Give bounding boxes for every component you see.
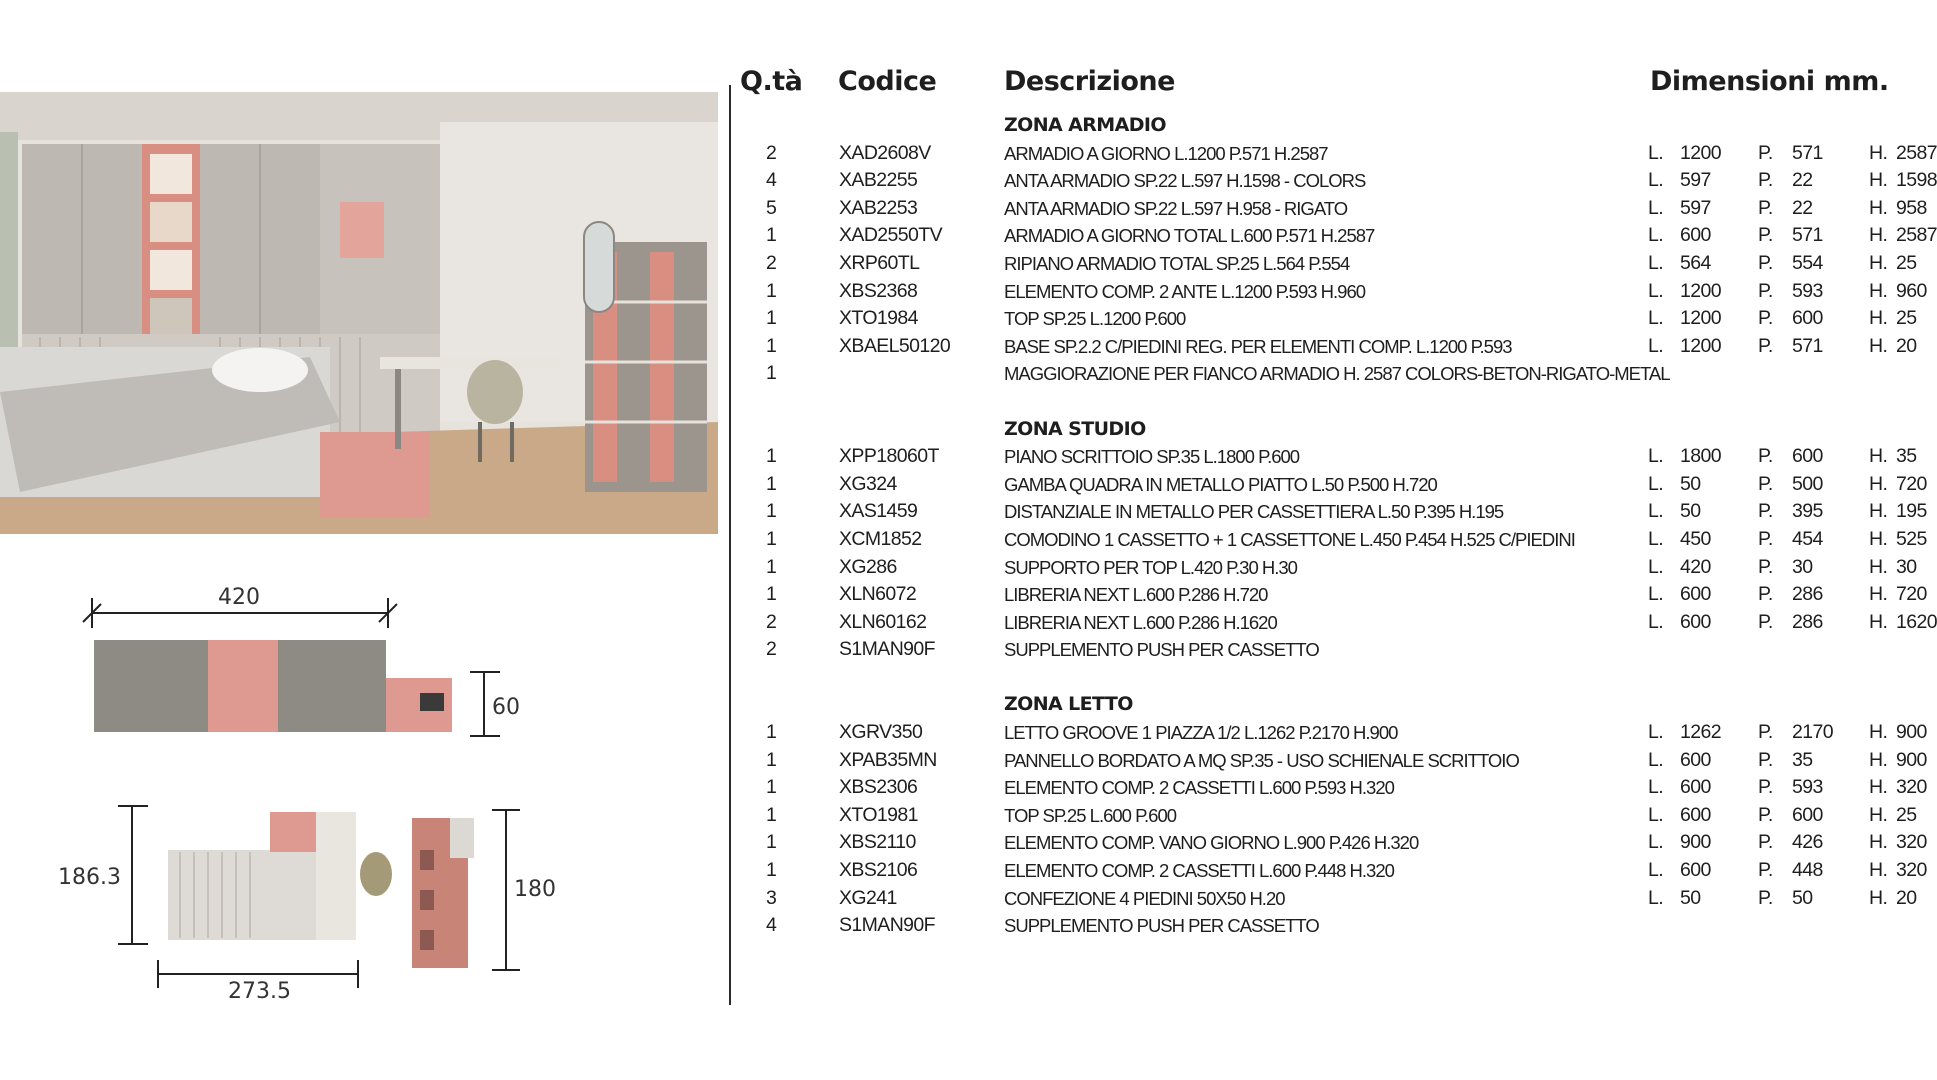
height-prefix: H. xyxy=(1869,859,1888,882)
length-cell: 600 xyxy=(1680,583,1711,606)
code-cell: XG324 xyxy=(839,472,897,495)
code-cell: XPP18060T xyxy=(839,445,939,468)
depth-cell: 50 xyxy=(1792,886,1813,909)
depth-cell: 600 xyxy=(1792,803,1823,826)
length-cell: 600 xyxy=(1680,610,1711,633)
zone-heading xyxy=(736,416,1920,444)
header-qty: Q.tà xyxy=(740,66,803,97)
height-cell: 20 xyxy=(1896,334,1917,357)
qty-cell: 5 xyxy=(766,196,777,219)
length-prefix: L. xyxy=(1648,776,1664,799)
height-prefix: H. xyxy=(1869,500,1888,523)
height-prefix: H. xyxy=(1869,583,1888,606)
code-cell: XPAB35MN xyxy=(839,748,937,771)
length-prefix: L. xyxy=(1648,527,1664,550)
description-cell: MAGGIORAZIONE PER FIANCO ARMADIO H. 2587 COLORS-BETON-RIGATO-METAL xyxy=(1004,363,1670,385)
description-cell: ELEMENTO COMP. 2 CASSETTI L.600 P.593 H.320 xyxy=(1004,777,1394,799)
depth-prefix: P. xyxy=(1758,141,1773,164)
length-cell: 597 xyxy=(1680,169,1711,192)
description-cell: COMODINO 1 CASSETTO + 1 CASSETTONE L.450 P.454 H.525 C/PIEDINI xyxy=(1004,528,1575,550)
depth-cell: 454 xyxy=(1792,527,1823,550)
qty-cell: 4 xyxy=(766,914,777,937)
depth-prefix: P. xyxy=(1758,748,1773,771)
qty-cell: 1 xyxy=(766,362,777,385)
depth-cell: 593 xyxy=(1792,776,1823,799)
height-cell: 30 xyxy=(1896,555,1917,578)
description-cell: LIBRERIA NEXT L.600 P.286 H.720 xyxy=(1004,584,1268,606)
table-row xyxy=(736,829,1927,857)
length-cell: 600 xyxy=(1680,776,1711,799)
qty-cell: 1 xyxy=(766,859,777,882)
table-row xyxy=(736,222,1937,250)
depth-prefix: P. xyxy=(1758,279,1773,302)
description-cell: GAMBA QUADRA IN METALLO PIATTO L.50 P.500 H.720 xyxy=(1004,473,1437,495)
code-cell: XLN60162 xyxy=(839,610,927,633)
height-cell: 20 xyxy=(1896,886,1917,909)
length-cell: 1262 xyxy=(1680,721,1721,744)
table-row xyxy=(736,885,1920,913)
height-cell: 900 xyxy=(1896,721,1927,744)
table-body xyxy=(736,112,1937,940)
height-prefix: H. xyxy=(1869,803,1888,826)
description-cell: SUPPLEMENTO PUSH PER CASSETTO xyxy=(1004,915,1319,937)
table-row xyxy=(736,774,1927,802)
length-prefix: L. xyxy=(1648,859,1664,882)
depth-prefix: P. xyxy=(1758,307,1773,330)
length-cell: 420 xyxy=(1680,555,1711,578)
description-cell: LETTO GROOVE 1 PIAZZA 1/2 L.1262 P.2170 H.900 xyxy=(1004,722,1398,744)
top-view-drawing xyxy=(83,585,520,736)
length-cell: 1200 xyxy=(1680,141,1721,164)
code-cell: S1MAN90F xyxy=(839,914,935,937)
height-cell: 525 xyxy=(1896,527,1927,550)
depth-cell: 35 xyxy=(1792,748,1813,771)
code-cell: XAS1459 xyxy=(839,500,918,523)
code-cell: XAB2255 xyxy=(839,169,918,192)
depth-cell: 2170 xyxy=(1792,721,1833,744)
table-row xyxy=(736,333,1920,361)
depth-prefix: P. xyxy=(1758,334,1773,357)
table-row xyxy=(736,719,1927,747)
height-prefix: H. xyxy=(1869,141,1888,164)
description-cell: LIBRERIA NEXT L.600 P.286 H.1620 xyxy=(1004,611,1277,633)
zone-heading xyxy=(736,691,1920,719)
depth-prefix: P. xyxy=(1758,610,1773,633)
height-cell: 195 xyxy=(1896,500,1927,523)
depth-prefix: P. xyxy=(1758,445,1773,468)
parts-table xyxy=(736,0,1937,1080)
length-prefix: L. xyxy=(1648,610,1664,633)
qty-cell: 1 xyxy=(766,721,777,744)
code-cell: XAD2550TV xyxy=(839,224,942,247)
qty-cell: 1 xyxy=(766,831,777,854)
height-prefix: H. xyxy=(1869,527,1888,550)
table-row xyxy=(736,250,1920,278)
depth-prefix: P. xyxy=(1758,721,1773,744)
table-row xyxy=(736,278,1927,306)
description-cell: PIANO SCRITTOIO SP.35 L.1800 P.600 xyxy=(1004,446,1300,468)
zone-title: ZONA LETTO xyxy=(1004,693,1133,716)
length-prefix: L. xyxy=(1648,721,1664,744)
code-cell: XTO1984 xyxy=(839,307,918,330)
code-cell: XLN6072 xyxy=(839,583,917,606)
description-cell: BASE SP.2.2 C/PIEDINI REG. PER ELEMENTI COMP. L.1200 P.593 xyxy=(1004,335,1512,357)
length-cell: 1200 xyxy=(1680,307,1721,330)
depth-cell: 571 xyxy=(1792,334,1823,357)
height-prefix: H. xyxy=(1869,196,1888,219)
depth-prefix: P. xyxy=(1758,831,1773,854)
qty-cell: 1 xyxy=(766,279,777,302)
height-cell: 1598 xyxy=(1896,169,1937,192)
height-prefix: H. xyxy=(1869,748,1888,771)
qty-cell: 1 xyxy=(766,583,777,606)
qty-cell: 3 xyxy=(766,886,777,909)
description-cell: ELEMENTO COMP. VANO GIORNO L.900 P.426 H.320 xyxy=(1004,832,1419,854)
code-cell: XBS2106 xyxy=(839,859,918,882)
depth-prefix: P. xyxy=(1758,527,1773,550)
table-row xyxy=(736,636,1920,664)
table-row xyxy=(736,609,1937,637)
qty-cell: 1 xyxy=(766,803,777,826)
height-cell: 720 xyxy=(1896,583,1927,606)
plan-depth-label: 186.3 xyxy=(58,865,121,890)
qty-cell: 1 xyxy=(766,472,777,495)
description-cell: SUPPORTO PER TOP L.420 P.30 H.30 xyxy=(1004,556,1297,578)
header-code: Codice xyxy=(838,66,937,97)
description-cell: PANNELLO BORDATO A MQ SP.35 - USO SCHIENALE SCRITTOIO xyxy=(1004,749,1519,771)
table-row xyxy=(736,554,1920,582)
top-width-label: 420 xyxy=(218,585,260,610)
height-cell: 900 xyxy=(1896,748,1927,771)
height-cell: 25 xyxy=(1896,803,1917,826)
table-row xyxy=(736,802,1920,830)
qty-cell: 2 xyxy=(766,610,777,633)
table-row xyxy=(736,526,1927,554)
height-prefix: H. xyxy=(1869,445,1888,468)
code-cell: XGRV350 xyxy=(839,721,923,744)
length-cell: 600 xyxy=(1680,224,1711,247)
depth-cell: 554 xyxy=(1792,251,1823,274)
length-prefix: L. xyxy=(1648,583,1664,606)
table-row xyxy=(736,360,1920,388)
top-depth-label: 60 xyxy=(492,695,520,720)
qty-cell: 4 xyxy=(766,169,777,192)
qty-cell: 1 xyxy=(766,527,777,550)
height-prefix: H. xyxy=(1869,776,1888,799)
zone-title: ZONA ARMADIO xyxy=(1004,114,1166,136)
depth-prefix: P. xyxy=(1758,500,1773,523)
length-cell: 450 xyxy=(1680,527,1711,550)
depth-prefix: P. xyxy=(1758,224,1773,247)
height-prefix: H. xyxy=(1869,279,1888,302)
table-row xyxy=(736,167,1937,195)
length-cell: 600 xyxy=(1680,748,1711,771)
length-cell: 564 xyxy=(1680,251,1711,274)
height-cell: 2587 xyxy=(1896,141,1937,164)
depth-prefix: P. xyxy=(1758,859,1773,882)
length-prefix: L. xyxy=(1648,886,1664,909)
qty-cell: 1 xyxy=(766,307,777,330)
header-description: Descrizione xyxy=(1004,66,1175,97)
code-cell: XBS2110 xyxy=(839,831,916,854)
code-cell: XBS2368 xyxy=(839,279,918,302)
side-view-drawing xyxy=(412,810,556,970)
qty-cell: 1 xyxy=(766,776,777,799)
table-row xyxy=(736,140,1937,168)
height-cell: 320 xyxy=(1896,776,1927,799)
length-cell: 900 xyxy=(1680,831,1711,854)
height-cell: 2587 xyxy=(1896,224,1937,247)
code-cell: XBS2306 xyxy=(839,776,918,799)
length-prefix: L. xyxy=(1648,224,1664,247)
description-cell: TOP SP.25 L.1200 P.600 xyxy=(1004,308,1186,330)
code-cell: XBAEL50120 xyxy=(839,334,951,357)
qty-cell: 1 xyxy=(766,555,777,578)
code-cell: XAD2608V xyxy=(839,141,931,164)
code-cell: XG241 xyxy=(839,886,897,909)
length-cell: 1800 xyxy=(1680,445,1721,468)
zone-heading xyxy=(736,112,1920,140)
depth-cell: 426 xyxy=(1792,831,1823,854)
depth-cell: 593 xyxy=(1792,279,1823,302)
depth-cell: 571 xyxy=(1792,141,1823,164)
height-prefix: H. xyxy=(1869,307,1888,330)
qty-cell: 1 xyxy=(766,500,777,523)
depth-prefix: P. xyxy=(1758,169,1773,192)
code-cell: XRP60TL xyxy=(839,251,920,274)
left-panel xyxy=(0,0,730,1080)
table-row xyxy=(736,912,1920,940)
description-cell: ARMADIO A GIORNO L.1200 P.571 H.2587 xyxy=(1004,142,1328,164)
description-cell: TOP SP.25 L.600 P.600 xyxy=(1004,804,1177,826)
depth-cell: 286 xyxy=(1792,610,1823,633)
length-prefix: L. xyxy=(1648,279,1664,302)
length-prefix: L. xyxy=(1648,169,1664,192)
length-prefix: L. xyxy=(1648,748,1664,771)
qty-cell: 2 xyxy=(766,141,777,164)
room-photo xyxy=(0,92,718,534)
depth-prefix: P. xyxy=(1758,472,1773,495)
height-prefix: H. xyxy=(1869,886,1888,909)
depth-prefix: P. xyxy=(1758,803,1773,826)
height-prefix: H. xyxy=(1869,831,1888,854)
height-prefix: H. xyxy=(1869,169,1888,192)
qty-cell: 1 xyxy=(766,334,777,357)
table-row xyxy=(736,305,1920,333)
length-cell: 1200 xyxy=(1680,279,1721,302)
code-cell: XAB2253 xyxy=(839,196,918,219)
description-cell: ELEMENTO COMP. 2 ANTE L.1200 P.593 H.960 xyxy=(1004,280,1366,302)
length-prefix: L. xyxy=(1648,803,1664,826)
height-prefix: H. xyxy=(1869,251,1888,274)
depth-cell: 600 xyxy=(1792,445,1823,468)
depth-cell: 395 xyxy=(1792,500,1823,523)
depth-cell: 22 xyxy=(1792,196,1813,219)
table-row xyxy=(736,581,1927,609)
dimension-drawings xyxy=(0,560,720,1020)
length-prefix: L. xyxy=(1648,251,1664,274)
length-cell: 1200 xyxy=(1680,334,1721,357)
code-cell: XCM1852 xyxy=(839,527,922,550)
height-cell: 35 xyxy=(1896,445,1917,468)
side-height-label: 180 xyxy=(514,877,556,902)
depth-prefix: P. xyxy=(1758,196,1773,219)
length-prefix: L. xyxy=(1648,555,1664,578)
depth-prefix: P. xyxy=(1758,555,1773,578)
height-prefix: H. xyxy=(1869,555,1888,578)
table-row xyxy=(736,195,1927,223)
height-prefix: H. xyxy=(1869,472,1888,495)
code-cell: S1MAN90F xyxy=(839,638,935,661)
qty-cell: 1 xyxy=(766,224,777,247)
height-prefix: H. xyxy=(1869,224,1888,247)
depth-cell: 30 xyxy=(1792,555,1813,578)
length-cell: 50 xyxy=(1680,500,1701,523)
height-cell: 320 xyxy=(1896,831,1927,854)
description-cell: ELEMENTO COMP. 2 CASSETTI L.600 P.448 H.320 xyxy=(1004,860,1394,882)
depth-prefix: P. xyxy=(1758,776,1773,799)
qty-cell: 2 xyxy=(766,638,777,661)
qty-cell: 2 xyxy=(766,251,777,274)
header-dimensions: Dimensioni mm. xyxy=(1650,66,1889,97)
description-cell: SUPPLEMENTO PUSH PER CASSETTO xyxy=(1004,639,1319,661)
height-cell: 1620 xyxy=(1896,610,1937,633)
table-row xyxy=(736,471,1927,499)
length-prefix: L. xyxy=(1648,831,1664,854)
depth-cell: 571 xyxy=(1792,224,1823,247)
height-cell: 958 xyxy=(1896,196,1927,219)
qty-cell: 1 xyxy=(766,445,777,468)
table-row xyxy=(736,498,1927,526)
height-prefix: H. xyxy=(1869,610,1888,633)
height-cell: 960 xyxy=(1896,279,1927,302)
length-cell: 50 xyxy=(1680,886,1701,909)
zone-spacer xyxy=(736,388,1920,416)
height-prefix: H. xyxy=(1869,334,1888,357)
zone-spacer xyxy=(736,664,1920,692)
length-prefix: L. xyxy=(1648,196,1664,219)
depth-prefix: P. xyxy=(1758,583,1773,606)
description-cell: ANTA ARMADIO SP.22 L.597 H.958 - RIGATO xyxy=(1004,197,1348,219)
table-row xyxy=(736,857,1927,885)
length-prefix: L. xyxy=(1648,307,1664,330)
height-cell: 25 xyxy=(1896,251,1917,274)
code-cell: XG286 xyxy=(839,555,897,578)
depth-cell: 448 xyxy=(1792,859,1823,882)
description-cell: ARMADIO A GIORNO TOTAL L.600 P.571 H.2587 xyxy=(1004,225,1375,247)
description-cell: CONFEZIONE 4 PIEDINI 50X50 H.20 xyxy=(1004,887,1285,909)
vertical-divider xyxy=(729,85,731,1005)
height-cell: 25 xyxy=(1896,307,1917,330)
zone-title: ZONA STUDIO xyxy=(1004,417,1146,440)
plan-view-drawing xyxy=(58,806,392,1004)
depth-cell: 600 xyxy=(1792,307,1823,330)
height-cell: 320 xyxy=(1896,859,1927,882)
length-prefix: L. xyxy=(1648,500,1664,523)
code-cell: XTO1981 xyxy=(839,803,918,826)
length-prefix: L. xyxy=(1648,141,1664,164)
length-cell: 600 xyxy=(1680,803,1711,826)
description-cell: ANTA ARMADIO SP.22 L.597 H.1598 - COLORS xyxy=(1004,170,1366,192)
length-cell: 50 xyxy=(1680,472,1701,495)
description-cell: DISTANZIALE IN METALLO PER CASSETTIERA L.50 P.395 H.195 xyxy=(1004,501,1504,523)
depth-cell: 22 xyxy=(1792,169,1813,192)
description-cell: RIPIANO ARMADIO TOTAL SP.25 L.564 P.554 xyxy=(1004,252,1350,274)
length-cell: 600 xyxy=(1680,859,1711,882)
table-row xyxy=(736,443,1920,471)
height-cell: 720 xyxy=(1896,472,1927,495)
length-prefix: L. xyxy=(1648,445,1664,468)
plan-width-label: 273.5 xyxy=(228,979,291,1004)
depth-cell: 500 xyxy=(1792,472,1823,495)
depth-prefix: P. xyxy=(1758,886,1773,909)
depth-prefix: P. xyxy=(1758,251,1773,274)
length-prefix: L. xyxy=(1648,334,1664,357)
height-prefix: H. xyxy=(1869,721,1888,744)
qty-cell: 1 xyxy=(766,748,777,771)
length-cell: 597 xyxy=(1680,196,1711,219)
depth-cell: 286 xyxy=(1792,583,1823,606)
table-row xyxy=(736,747,1927,775)
length-prefix: L. xyxy=(1648,472,1664,495)
